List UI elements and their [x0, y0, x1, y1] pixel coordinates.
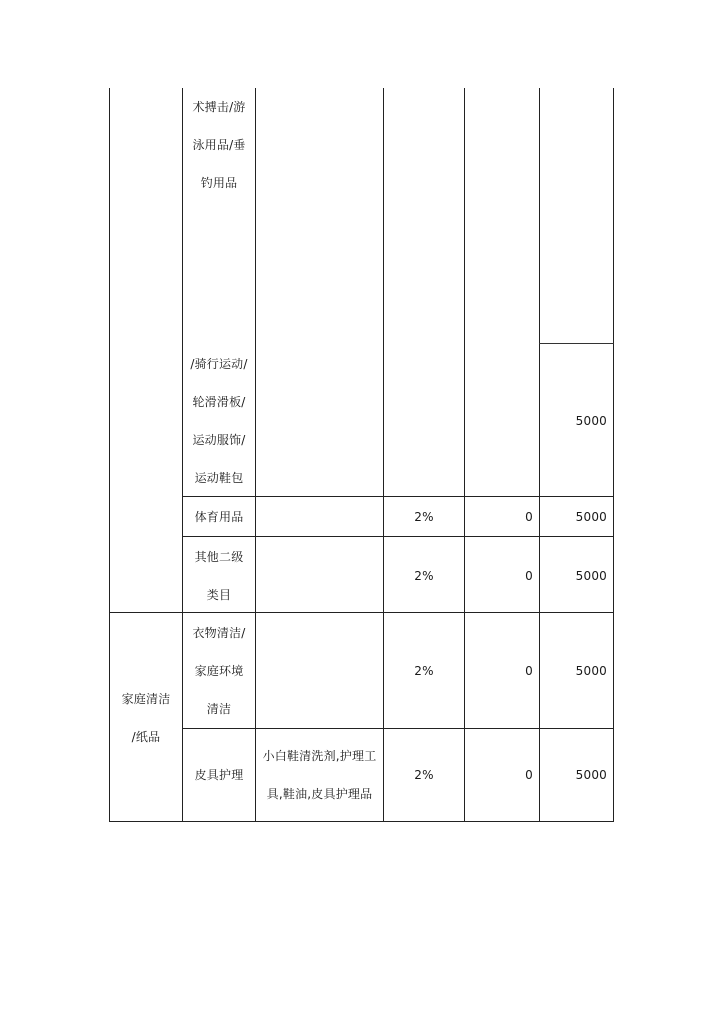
- fee-cell: 0: [525, 768, 533, 782]
- rate-cell: 2%: [414, 569, 434, 583]
- subcategory-cell: 术搏击/游 泳用品/垂 钓用品: [192, 100, 246, 190]
- subcategory-cell: /骑行运动/ 轮滑滑板/ 运动服饰/ 运动鞋包: [190, 357, 248, 485]
- column-divider: [255, 88, 256, 822]
- deposit-cell: 5000: [575, 510, 607, 524]
- column-divider: [464, 88, 465, 822]
- deposit-cell: 5000: [575, 768, 607, 782]
- subcategory-cell: 皮具护理: [194, 768, 244, 782]
- rate-cell: 2%: [414, 510, 434, 524]
- goods-cell: 小白鞋清洗剂,护理工 具,鞋油,皮具护理品: [262, 749, 377, 801]
- rate-cell: 2%: [414, 664, 434, 678]
- fee-cell: 0: [525, 664, 533, 678]
- row-divider: [539, 343, 614, 344]
- column-divider: [383, 88, 384, 822]
- subcategory-cell: 衣物清洁/ 家庭环境 清洁: [192, 626, 246, 716]
- fee-cell: 0: [525, 569, 533, 583]
- subcategory-cell: 其他二级 类目: [194, 550, 244, 602]
- category-cell: 家庭清洁 /纸品: [121, 692, 171, 744]
- table-border-right: [613, 88, 614, 822]
- deposit-cell: 5000: [575, 569, 607, 583]
- row-divider: [182, 536, 614, 537]
- row-divider: [182, 728, 614, 729]
- table-border-bottom: [109, 821, 614, 822]
- fee-cell: 0: [525, 510, 533, 524]
- deposit-cell: 5000: [575, 414, 607, 428]
- column-divider: [539, 88, 540, 822]
- subcategory-cell: 体育用品: [194, 510, 244, 524]
- deposit-cell: 5000: [575, 664, 607, 678]
- rate-cell: 2%: [414, 768, 434, 782]
